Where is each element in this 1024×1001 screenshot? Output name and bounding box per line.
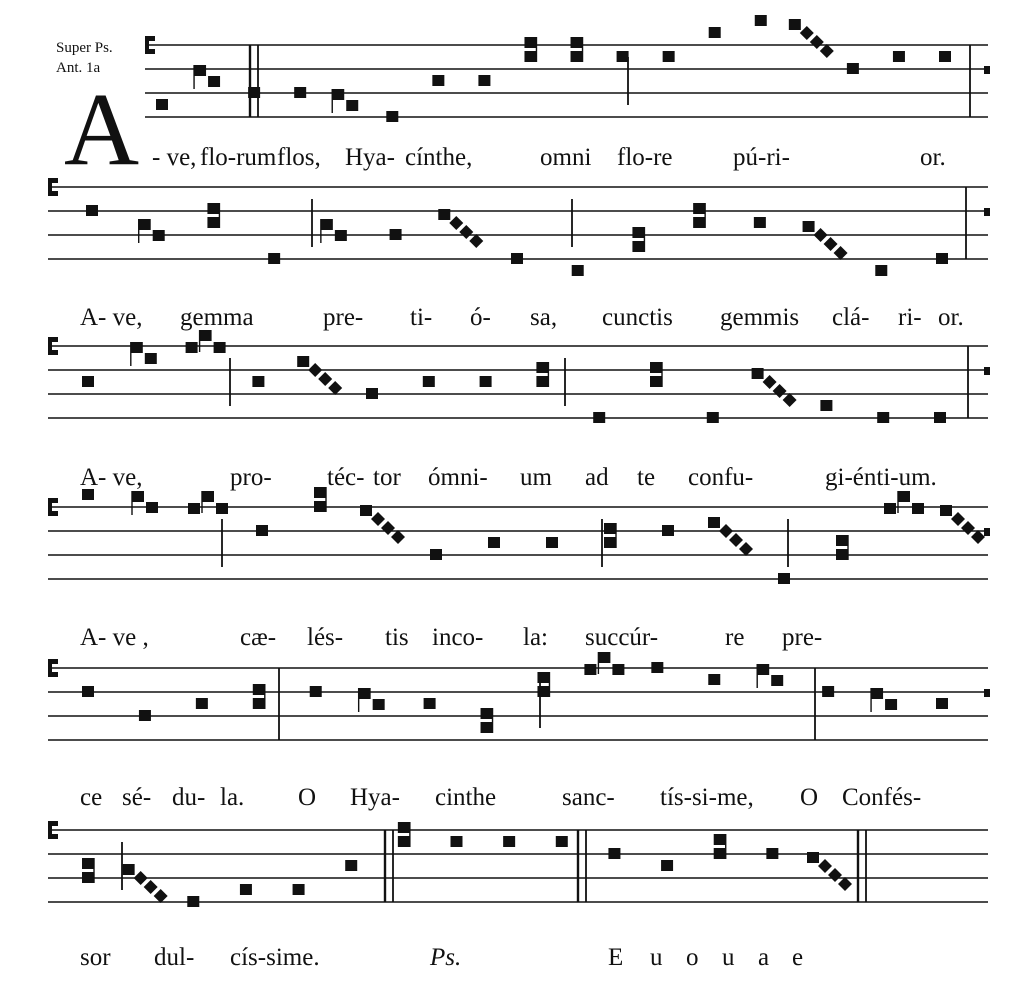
neume-punctum [480, 376, 492, 387]
neume-punctum [297, 356, 309, 367]
neume-climacus [828, 868, 842, 882]
custos-icon [984, 66, 990, 74]
neume-clivis-low [346, 100, 358, 111]
neume-punctum [430, 549, 442, 560]
neume-punctum [572, 265, 584, 276]
lyric-syllable: flo-rum [200, 144, 277, 171]
neume-clivis-high [321, 219, 333, 230]
neume-punctum [708, 517, 720, 528]
lyric-syllable: - ve, [152, 144, 197, 171]
neume-podatus-upper [253, 684, 265, 695]
lyric-syllable: omni [540, 144, 592, 171]
neume-punctum [752, 368, 764, 379]
neume-torculus-low [186, 342, 198, 353]
lyric-syllable: gemmis [720, 304, 800, 331]
lyric-syllable: or. [920, 144, 946, 171]
neume-punctum [511, 253, 523, 264]
lyric-syllable: ad [585, 464, 609, 491]
neume-punctum [240, 884, 252, 895]
neume-punctum [707, 412, 719, 423]
neume-punctum [709, 27, 721, 38]
neume-torculus-end [912, 503, 924, 514]
lyric-syllable: A- ve, [80, 304, 143, 331]
neume-clivis-high [131, 342, 143, 353]
lyric-syllable: e [792, 944, 804, 971]
neume-punctum [196, 698, 208, 709]
lyric-syllable: pre- [782, 624, 823, 651]
lyric-syllable: u [722, 944, 735, 971]
custos-icon [984, 208, 990, 216]
neume-punctum [86, 205, 98, 216]
lyric-syllable: A- ve, [80, 464, 143, 491]
neume-clivis-low [145, 353, 157, 364]
lyric-syllable: ó- [470, 304, 491, 331]
neume-podatus-upper [836, 535, 848, 546]
neume-punctum [936, 253, 948, 264]
lyric-syllable: lés- [307, 624, 344, 651]
neume-climacus [818, 859, 832, 873]
neume-punctum [803, 221, 815, 232]
neume-podatus-upper [714, 834, 726, 845]
lyric-syllable: succúr- [585, 624, 659, 651]
initial-letter: A [64, 72, 140, 187]
lyric-syllable: téc- [327, 464, 365, 491]
neume-climacus [729, 533, 743, 547]
lyric-syllable: cínthe, [405, 144, 473, 171]
lyric-syllable: ti- [410, 304, 433, 331]
neume-climacus [134, 871, 148, 885]
neume-podatus-lower [650, 376, 662, 387]
lyric-syllable: sé- [122, 784, 152, 811]
lyric-syllable: A- ve , [80, 624, 149, 651]
lyric-syllable: um [520, 464, 552, 491]
neume-climacus [381, 521, 395, 535]
neume-punctum [822, 686, 834, 697]
lyric-syllable: u [650, 944, 663, 971]
lyric-syllable: flo-re [617, 144, 673, 171]
neume-climacus [719, 524, 733, 538]
neume-climacus [318, 372, 332, 386]
neume-punctum [139, 710, 151, 721]
lyric-syllable: Confés- [842, 784, 922, 811]
neume-podatus-upper [536, 362, 548, 373]
neume-torculus-end [612, 664, 624, 675]
neume-climacus [308, 363, 322, 377]
mode-label-line2: Ant. 1a [56, 60, 101, 76]
neume-climacus [814, 228, 828, 242]
lyric-syllable: O [298, 784, 317, 811]
neume-punctum [503, 836, 515, 847]
neume-clivis-high [359, 688, 371, 699]
neume-punctum [820, 400, 832, 411]
neume-punctum [877, 412, 889, 423]
lyric-syllable: la. [220, 784, 245, 811]
neume-podatus-upper [693, 203, 705, 214]
lyric-syllable: pro- [230, 464, 272, 491]
neume-climacus [739, 542, 753, 556]
lyric-syllable: te [637, 464, 656, 491]
lyric-syllable: tor [373, 464, 401, 491]
neume-climacus [371, 512, 385, 526]
neume-podatus-lower [314, 501, 326, 512]
custos-icon [984, 689, 990, 697]
neume-punctum [294, 87, 306, 98]
neume-punctum [608, 848, 620, 859]
neume-punctum [438, 209, 450, 220]
neume-podatus-lower [253, 698, 265, 709]
neume-punctum [778, 573, 790, 584]
neume-podatus-lower [207, 217, 219, 228]
neume-punctum [875, 265, 887, 276]
neume-climacus [800, 26, 814, 40]
neume-podatus-lower [714, 848, 726, 859]
neume-climacus [810, 35, 824, 49]
neume-punctum [310, 686, 322, 697]
neume-torculus-end [216, 503, 228, 514]
neume-climacus [449, 216, 463, 230]
neume-punctum [248, 87, 260, 98]
neume-punctum [556, 836, 568, 847]
neume-punctum [708, 674, 720, 685]
neume-punctum [123, 864, 135, 875]
neume-clivis-low [153, 230, 165, 241]
neume-torculus-end [214, 342, 226, 353]
neume-punctum [268, 253, 280, 264]
neume-climacus [469, 234, 483, 248]
custos-icon [984, 367, 990, 375]
neume-climacus [971, 530, 985, 544]
neume-clivis-low [885, 699, 897, 710]
neume-podatus-upper [571, 37, 583, 48]
neume-podatus-lower [571, 51, 583, 62]
lyric-syllable: gemma [180, 304, 254, 331]
lyric-syllable: Ps. [430, 944, 462, 971]
lyric-syllable: du- [172, 784, 206, 811]
neume-punctum [936, 698, 948, 709]
neume-clivis-low [208, 76, 220, 87]
neume-punctum [256, 525, 268, 536]
neume-climacus [783, 393, 797, 407]
neume-punctum [187, 896, 199, 907]
lyric-syllable: confu- [688, 464, 754, 491]
neume-punctum [789, 19, 801, 30]
neume-punctum [386, 111, 398, 122]
lyric-syllable: O [800, 784, 819, 811]
neume-clivis-high [757, 664, 769, 675]
neume-punctum [754, 217, 766, 228]
neume-climacus [951, 512, 965, 526]
lyric-syllable: E [608, 944, 624, 971]
neume-punctum [390, 229, 402, 240]
neume-podatus-lower [836, 549, 848, 560]
neume-punctum [478, 75, 490, 86]
neume-podatus-lower [537, 686, 549, 697]
neume-punctum [424, 698, 436, 709]
neume-climacus [824, 237, 838, 251]
neume-punctum [755, 15, 767, 26]
lyric-syllable: sa, [530, 304, 558, 331]
neume-punctum [617, 51, 629, 62]
neume-podatus-lower [536, 376, 548, 387]
neume-punctum [345, 860, 357, 871]
neume-climacus [820, 44, 834, 58]
lyric-syllable: pre- [323, 304, 364, 331]
neume-clivis-high [139, 219, 151, 230]
neume-torculus-low [884, 503, 896, 514]
lyric-syllable: Hya- [345, 144, 395, 171]
neume-climacus [773, 384, 787, 398]
neume-punctum [661, 860, 673, 871]
neume-punctum [847, 63, 859, 74]
neume-podatus-upper [604, 523, 616, 534]
lyric-syllable: tis [385, 624, 409, 651]
neume-podatus-upper [650, 362, 662, 373]
neume-podatus-lower [632, 241, 644, 252]
neume-climacus [154, 889, 168, 903]
neume-climacus [391, 530, 405, 544]
neume-torculus-low [584, 664, 596, 675]
lyric-syllable: clá- [832, 304, 870, 331]
lyric-syllable: dul- [154, 944, 195, 971]
neume-podatus-lower [82, 872, 94, 883]
lyric-syllable: gi-énti-um. [825, 464, 937, 491]
lyric-syllable: re [725, 624, 745, 651]
lyric-syllable: ómni- [428, 464, 488, 491]
neume-clivis-low [771, 675, 783, 686]
neume-podatus-lower [398, 836, 410, 847]
neume-punctum [488, 537, 500, 548]
neume-punctum [651, 662, 663, 673]
neume-punctum [451, 836, 463, 847]
neume-punctum [432, 75, 444, 86]
lyric-syllable: tís-si-me, [660, 784, 754, 811]
neume-clivis-low [146, 502, 158, 513]
neume-podatus-upper [207, 203, 219, 214]
lyric-syllable: o [686, 944, 699, 971]
neume-clivis-high [332, 89, 344, 100]
neume-podatus-upper [524, 37, 536, 48]
lyric-syllable: ce [80, 784, 103, 811]
neume-punctum [252, 376, 264, 387]
neume-punctum [366, 388, 378, 399]
neume-punctum [663, 51, 675, 62]
neume-podatus-upper [398, 822, 410, 833]
lyric-syllable: Hya- [350, 784, 400, 811]
lyric-syllable: cunctis [602, 304, 673, 331]
mode-label-line1: Super Ps. [56, 40, 113, 56]
neume-podatus-upper [314, 487, 326, 498]
neume-punctum [593, 412, 605, 423]
neume-podatus-upper [537, 672, 549, 683]
neume-punctum [893, 51, 905, 62]
lyric-syllable: la: [523, 624, 548, 651]
neume-punctum [939, 51, 951, 62]
neume-clivis-low [335, 230, 347, 241]
neume-punctum [934, 412, 946, 423]
lyric-syllable: inco- [432, 624, 484, 651]
neume-climacus [763, 375, 777, 389]
custos-icon [984, 528, 990, 536]
neume-punctum [293, 884, 305, 895]
lyric-syllable: cæ- [240, 624, 277, 651]
lyric-syllable: ri- [898, 304, 922, 331]
lyric-syllable: a [758, 944, 770, 971]
neume-clivis-high [871, 688, 883, 699]
neume-climacus [459, 225, 473, 239]
neume-podatus-lower [524, 51, 536, 62]
neume-torculus-high [598, 652, 610, 663]
neume-podatus-lower [693, 217, 705, 228]
neume-punctum [546, 537, 558, 548]
neume-podatus-lower [604, 537, 616, 548]
neume-punctum [156, 99, 168, 110]
neume-punctum [82, 686, 94, 697]
neume-climacus [144, 880, 158, 894]
neume-climacus [961, 521, 975, 535]
neume-clivis-high [194, 65, 206, 76]
neume-podatus-lower [481, 722, 493, 733]
neume-podatus-upper [632, 227, 644, 238]
neume-climacus [834, 246, 848, 260]
lyric-syllable: cinthe [435, 784, 497, 811]
lyric-syllable: flos, [277, 144, 321, 171]
neume-torculus-high [202, 491, 214, 502]
lyric-syllable: or. [938, 304, 964, 331]
neume-punctum [766, 848, 778, 859]
neume-climacus [838, 877, 852, 891]
lyric-syllable: cís-sime. [230, 944, 320, 971]
neume-punctum [940, 505, 952, 516]
neume-climacus [328, 381, 342, 395]
neume-clivis-low [373, 699, 385, 710]
neume-punctum [423, 376, 435, 387]
neume-podatus-upper [82, 858, 94, 869]
neume-podatus-upper [481, 708, 493, 719]
lyric-syllable: sanc- [562, 784, 615, 811]
lyric-syllable: pú-ri- [733, 144, 790, 171]
lyric-syllable: sor [80, 944, 111, 971]
neume-punctum [360, 505, 372, 516]
neume-punctum [807, 852, 819, 863]
neume-punctum [662, 525, 674, 536]
neume-punctum [82, 376, 94, 387]
neume-torculus-low [188, 503, 200, 514]
